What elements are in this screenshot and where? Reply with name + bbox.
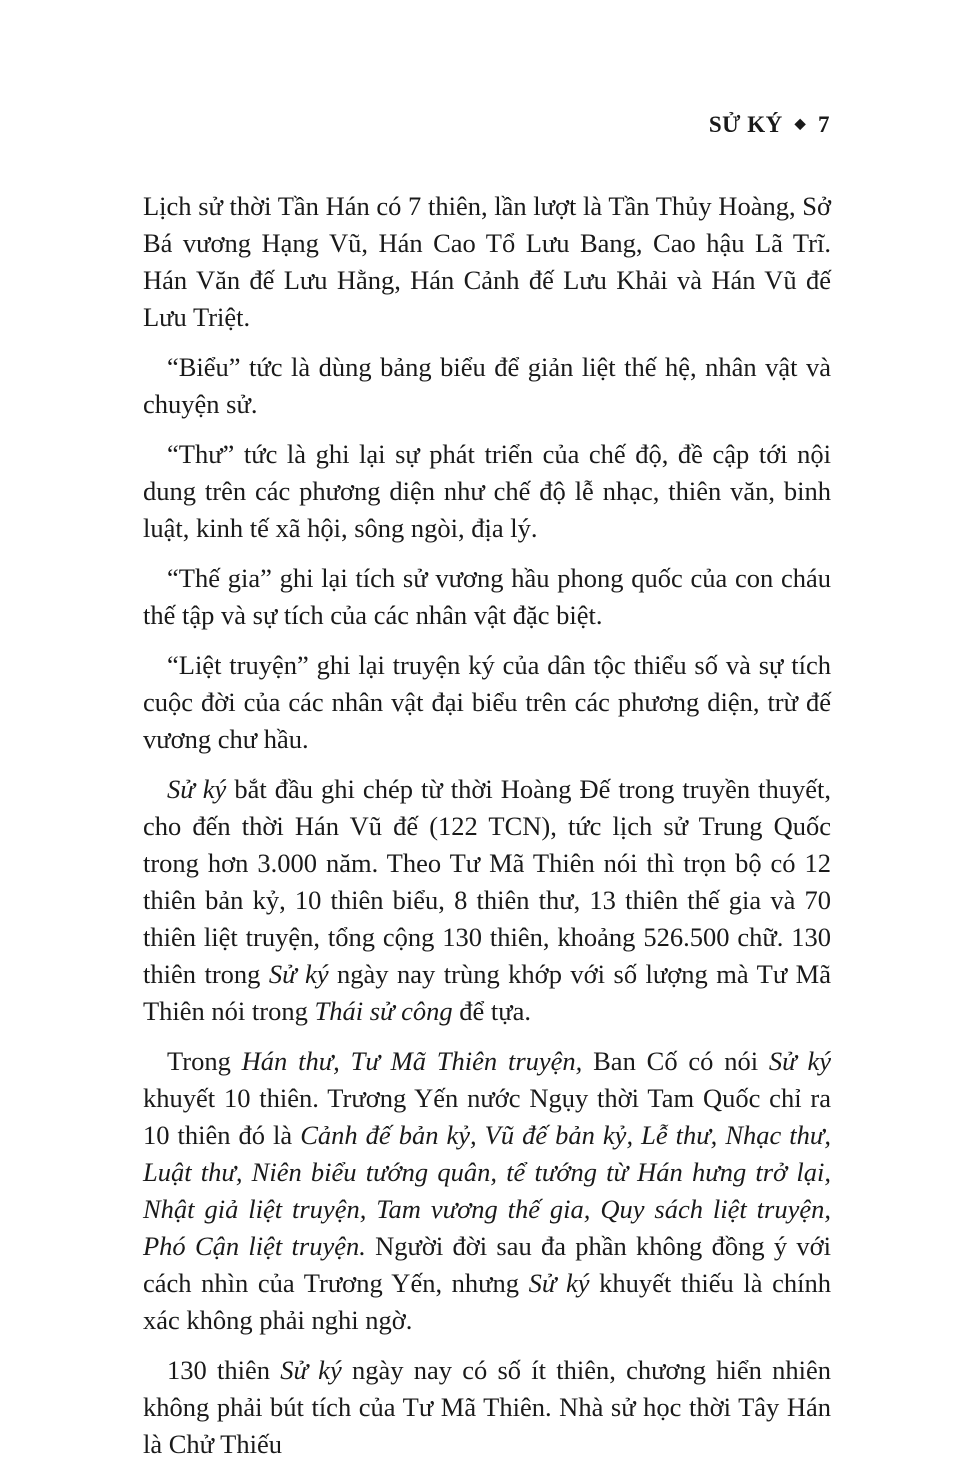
text-run: “Thế gia” ghi lại tích sử vương hầu phong quốc của con cháu thế tập và sự tích của các nhân vật đặc biệt. bbox=[143, 563, 831, 630]
text-run: khuyết thiếu là chính xác không phải nghi ngờ. bbox=[143, 1268, 831, 1335]
book-title: SỬ KÝ bbox=[708, 112, 783, 137]
text-run: Ban Cố có nói bbox=[582, 1046, 769, 1076]
italic-title-run: Cảnh đế bản kỷ, Vũ đế bản kỷ, Lễ thư, Nhạc thư, Luật thư, Niên biểu tướng quân, tể tướng từ Hán hưng trở lại, Nhật giả liệt truyện, Tam vương thế gia, Quy sách liệt truyện, Phó Cận liệt truyện. bbox=[143, 1120, 831, 1261]
text-run: “Biểu” tức là dùng bảng biểu để giản liệt thế hệ, nhân vật và chuyện sử. bbox=[143, 352, 831, 419]
paragraph bbox=[143, 647, 831, 758]
italic-title-run: Hán thư, Tư Mã Thiên truyện, bbox=[241, 1046, 583, 1076]
italic-title-run: Sử ký bbox=[280, 1355, 342, 1385]
text-run: Lịch sử thời Tần Hán có 7 thiên, lần lượt là Tần Thủy Hoàng, Sở Bá vương Hạng Vũ, Hán Cao Tổ Lưu Bang, Cao hậu Lã Trĩ. Hán Văn đế Lưu Hằng, Hán Cảnh đế Lưu Khải và Hán Vũ đế Lưu Triệt. bbox=[143, 191, 831, 332]
body-text bbox=[143, 188, 831, 1463]
text-run: ngày nay trùng khớp với số lượng mà Tư Mã Thiên nói trong bbox=[143, 959, 831, 1026]
italic-title-run: Thái sử công bbox=[314, 996, 453, 1026]
italic-title-run: Sử ký bbox=[528, 1268, 590, 1298]
italic-title-run: Sử ký bbox=[167, 774, 227, 804]
paragraph bbox=[143, 436, 831, 547]
paragraph bbox=[143, 188, 831, 336]
paragraph bbox=[143, 1352, 831, 1463]
text-run: 130 thiên bbox=[167, 1355, 281, 1385]
text-run: “Thư” tức là ghi lại sự phát triển của chế độ, đề cập tới nội dung trên các phương diện như chế độ lễ nhạc, thiên văn, binh luật, kinh tế xã hội, sông ngòi, địa lý. bbox=[143, 439, 831, 543]
paragraph bbox=[143, 349, 831, 423]
text-run: khuyết 10 thiên. Trương Yến nước Ngụy thời Tam Quốc chỉ ra 10 thiên đó là bbox=[143, 1083, 831, 1150]
text-run: bắt đầu ghi chép từ thời Hoàng Đế trong truyền thuyết, cho đến thời Hán Vũ đế (122 TCN), tức lịch sử Trung Quốc trong hơn 3.000 năm. Theo Tư Mã Thiên nói thì trọn bộ có 12 thiên bản kỷ, 10 thiên biểu, 8 thiên thư, 13 thiên thế gia và 70 thiên liệt truyện, tổng cộng 130 thiên, khoảng 526.500 chữ. 130 thiên trong bbox=[143, 774, 831, 989]
paragraph bbox=[143, 1043, 831, 1339]
italic-title-run: Sử ký bbox=[768, 1046, 831, 1076]
paragraph bbox=[143, 771, 831, 1030]
italic-title-run: Sử ký bbox=[268, 959, 329, 989]
page-number: 7 bbox=[818, 112, 830, 137]
text-run: Người đời sau đa phần không đồng ý với cách nhìn của Trương Yến, nhưng bbox=[143, 1231, 831, 1298]
text-run: Trong bbox=[167, 1046, 242, 1076]
paragraph bbox=[143, 560, 831, 634]
text-run: ngày nay có số ít thiên, chương hiển nhiên không phải bút tích của Tư Mã Thiên. Nhà sử học thời Tây Hán là Chử Thiếu bbox=[143, 1355, 831, 1459]
text-run: “Liệt truyện” ghi lại truyện ký của dân tộc thiểu số và sự tích cuộc đời của các nhân vật đại biểu trên các phương diện, trừ đế vương chư hầu. bbox=[143, 650, 831, 754]
text-run: để tựa. bbox=[452, 996, 532, 1026]
running-head bbox=[709, 112, 830, 138]
diamond-separator-icon: ◆ bbox=[794, 116, 806, 132]
